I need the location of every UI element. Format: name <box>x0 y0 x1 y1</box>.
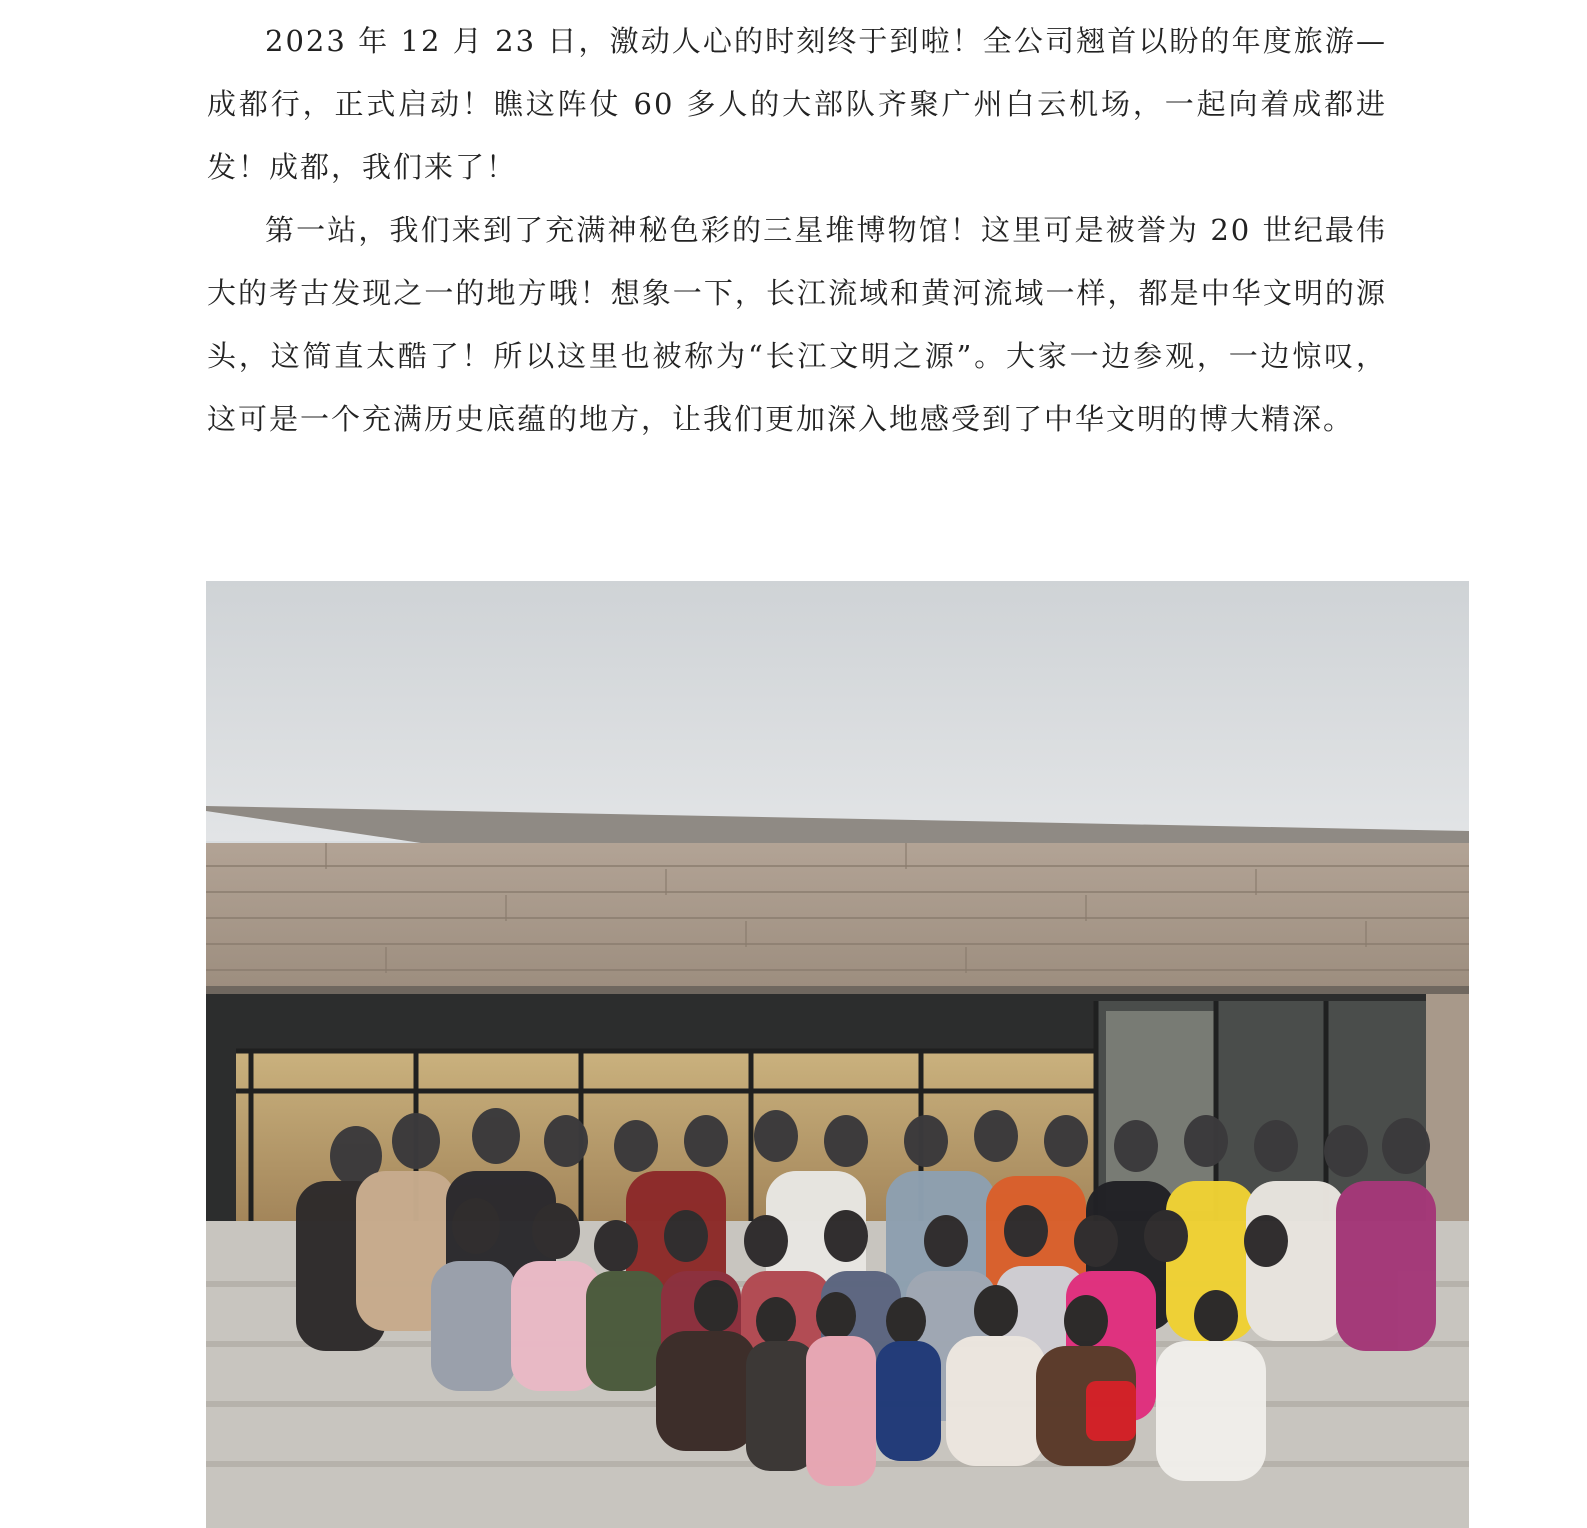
sky <box>206 581 1469 841</box>
paragraph-intro: 2023 年 12 月 23 日，激动人心的时刻终于到啦！全公司翘首以盼的年度旅游—成都行，正式启动！瞧这阵仗 60 多人的大部队齐聚广州白云机场，一起向着成都进发！成都，我们来了！ <box>207 24 1387 184</box>
group-photo-illustration <box>206 581 1469 1528</box>
article-body <box>207 10 1387 451</box>
paragraph-sanxingdui: 第一站，我们来到了充满神秘色彩的三星堆博物馆！这里可是被誉为 20 世纪最伟大的考古发现之一的地方哦！想象一下，长江流域和黄河流域一样，都是中华文明的源头，这简直太酷了！所以这里也被称为“长江文明之源”。大家一边参观，一边惊叹，这可是一个充满历史底蕴的地方，让我们更加深入地感受到了中华文明的博大精深。 <box>207 213 1387 436</box>
group-photo <box>206 581 1469 1528</box>
